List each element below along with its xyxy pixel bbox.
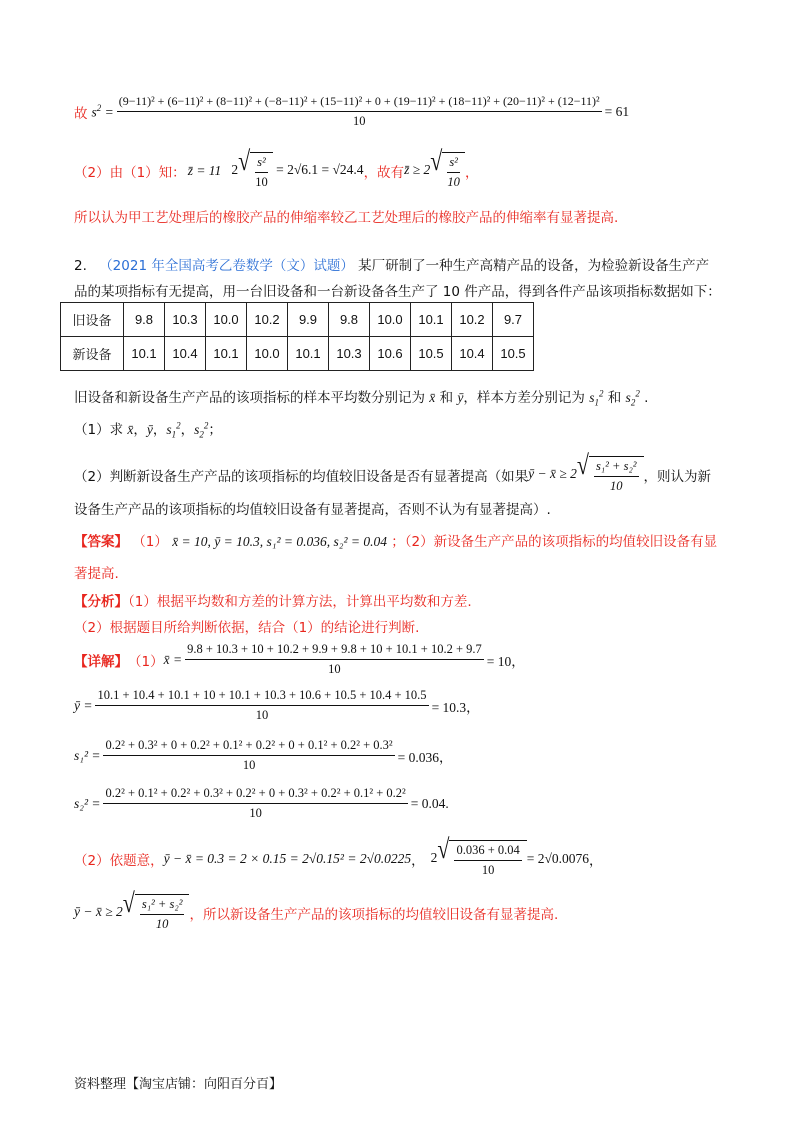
table-cell: 9.8 — [329, 303, 370, 337]
q2-stem-line1 — [74, 254, 709, 274]
answer-tag: 【答案】 — [74, 534, 128, 550]
detail-s1: s₁² = 0.2² + 0.3² + 0 + 0.2² + 0.1² + 0.2² + 0 + 0.1² + 0.2² + 0.3² 10 = 0.036， — [74, 738, 453, 772]
table-cell: 10.3 — [329, 337, 370, 371]
q1-inequality: z̄ ≥ 2 √ $\frac{\text{s²}}{10}$ — [404, 152, 465, 190]
q2-data-table — [60, 302, 534, 371]
table-cell: 10.0 — [206, 303, 247, 337]
q1-variance-line — [74, 94, 629, 129]
q1-part2-line — [74, 144, 479, 190]
detail-tag: 【详解】 — [74, 653, 128, 670]
table-cell: 10.1 — [206, 337, 247, 371]
table-cell: 9.7 — [493, 303, 534, 337]
answer-math: x̄ = 10, ȳ = 10.3, s₁² = 0.036, s₂² = 0.04 — [172, 534, 387, 549]
detail-part2: （2）依题意， ȳ − x̄ = 0.3 = 2 × 0.15 = 2√0.15² = 2√0.0225 ， 2 √ $\frac{0.036 + 0.04}{10}$ = 2√0.0076 ， — [74, 832, 603, 877]
q2-stem-line2: 品的某项指标有无提高，用一台旧设备和一台新设备各生产了 10 件产品，得到各件产品该项指标数据如下： — [74, 284, 721, 300]
table-cell: 9.9 — [288, 303, 329, 337]
q1-zbar: z̄ = 11 — [187, 163, 222, 178]
q1-variance-denominator: 10 — [352, 114, 366, 128]
q2-stem-text: 某厂研制了一种生产高精产品的设备，为检验新设备生产产 — [358, 258, 710, 274]
table-cell: 10.0 — [370, 303, 411, 337]
table-cell: 10.2 — [452, 303, 493, 337]
q1-conclusion: 所以认为甲工艺处理后的橡胶产品的伸缩率较乙工艺处理后的橡胶产品的伸缩率有显著提高. — [74, 210, 619, 226]
q2-criterion: ȳ − x̄ ≥ 2 √ $\frac{\text{s₁² + s₂²}}{10}$ — [528, 456, 643, 494]
answer-cont: 著提高. — [74, 566, 119, 582]
detail-s2: s₂² = 0.2² + 0.1² + 0.2² + 0.3² + 0.2² + 0 + 0.3² + 0.2² + 0.1² + 0.2² 10 = 0.04. — [74, 786, 449, 820]
row-label-old: 旧设备 — [61, 303, 124, 337]
q2-part2-cont: 设备生产产品的该项指标的均值较旧设备有显著提高，否则不认为有显著提高）. — [74, 502, 551, 518]
q1-variance-symbol: $s^2$ = — [91, 102, 114, 120]
q2-number: 2. — [74, 258, 87, 274]
row-label-new: 新设备 — [61, 337, 124, 371]
table-cell: 10.5 — [411, 337, 452, 371]
answer-line: 【答案】 （1） x̄ = 10, ȳ = 10.3, s₁² = 0.036, s₂² = 0.04 ；（2）新设备生产产品的该项指标的均值较旧设备有显 — [74, 534, 718, 550]
q1-part2-prefix: （2）由（1）知： — [74, 165, 186, 181]
q1-variance-numerator: (9−11)² + (6−11)² + (8−11)² + (−8−11)² + (15−11)² + 0 + (19−11)² + (18−11)² + (20−11)² + (12−11)² — [117, 94, 602, 112]
analysis-tag: 【分析】 — [74, 594, 128, 610]
q2-after-table: 旧设备和新设备生产产品的该项指标的样本平均数分别记为 x̄ 和 ȳ，样本方差分别记为 $s_1^2$ 和 $s_2^2$ . — [74, 388, 649, 408]
table-row — [61, 337, 534, 371]
table-cell: 10.6 — [370, 337, 411, 371]
q2-part1: （1）求 x̄，ȳ，$s_1^2$，$s_2^2$； — [74, 420, 222, 440]
table-cell: 10.1 — [411, 303, 452, 337]
q2-source: （2021 年全国高考乙卷数学（文）试题） — [99, 258, 354, 274]
detail-xbar: 【详解】 （1） x̄ = $\frac{9.8 + 10.3 + 10 + 10.2 + 9.9 + 9.8 + 10 + 10.1 + 10.2 + 9.7}{10}$ = 10， — [74, 642, 525, 676]
table-cell: 10.1 — [124, 337, 165, 371]
q1-variance-fraction — [117, 94, 602, 129]
table-cell: 10.3 — [165, 303, 206, 337]
table-cell: 10.2 — [247, 303, 288, 337]
table-row — [61, 303, 534, 337]
analysis-line2: （2）根据题目所给判断依据，结合（1）的结论进行判断. — [74, 620, 420, 636]
table-cell: 10.1 — [288, 337, 329, 371]
table-cell: 10.4 — [452, 337, 493, 371]
table-cell: 10.0 — [247, 337, 288, 371]
analysis-line1: 【分析】（1）根据平均数和方差的计算方法，计算出平均数和方差. — [74, 594, 472, 610]
table-cell: 9.8 — [124, 303, 165, 337]
q2-part2: （2）判断新设备生产产品的该项指标的均值较旧设备是否有显著提高（如果 ȳ − x̄ ≥ 2 √ $\frac{\text{s₁² + s₂²}}{10}$ ，则认为新 — [74, 448, 712, 493]
q1-therefore: 故 — [74, 105, 88, 122]
table-cell: 10.5 — [493, 337, 534, 371]
q1-sqrt-expr: 2 √ $\frac{\text{s²}}{10}$ = 2√6.1 = √24.4 — [231, 144, 364, 189]
q1-part2-end: ， — [464, 165, 479, 181]
q1-part2-mid: ，故有 — [363, 165, 405, 181]
table-cell: 10.4 — [165, 337, 206, 371]
detail-conclusion: ȳ − x̄ ≥ 2 √ $\frac{\text{s₁² + s₂²}}{10}$ ，所以新设备生产产品的该项指标的均值较旧设备有显著提高. — [74, 886, 559, 931]
q1-variance-result: = 61 — [604, 103, 630, 119]
page-footer: 资料整理【淘宝店铺：向阳百分百】 — [74, 1077, 283, 1092]
detail-ybar: ȳ = 10.1 + 10.4 + 10.1 + 10 + 10.1 + 10.3 + 10.6 + 10.5 + 10.4 + 10.5 10 = 10.3， — [74, 688, 480, 722]
